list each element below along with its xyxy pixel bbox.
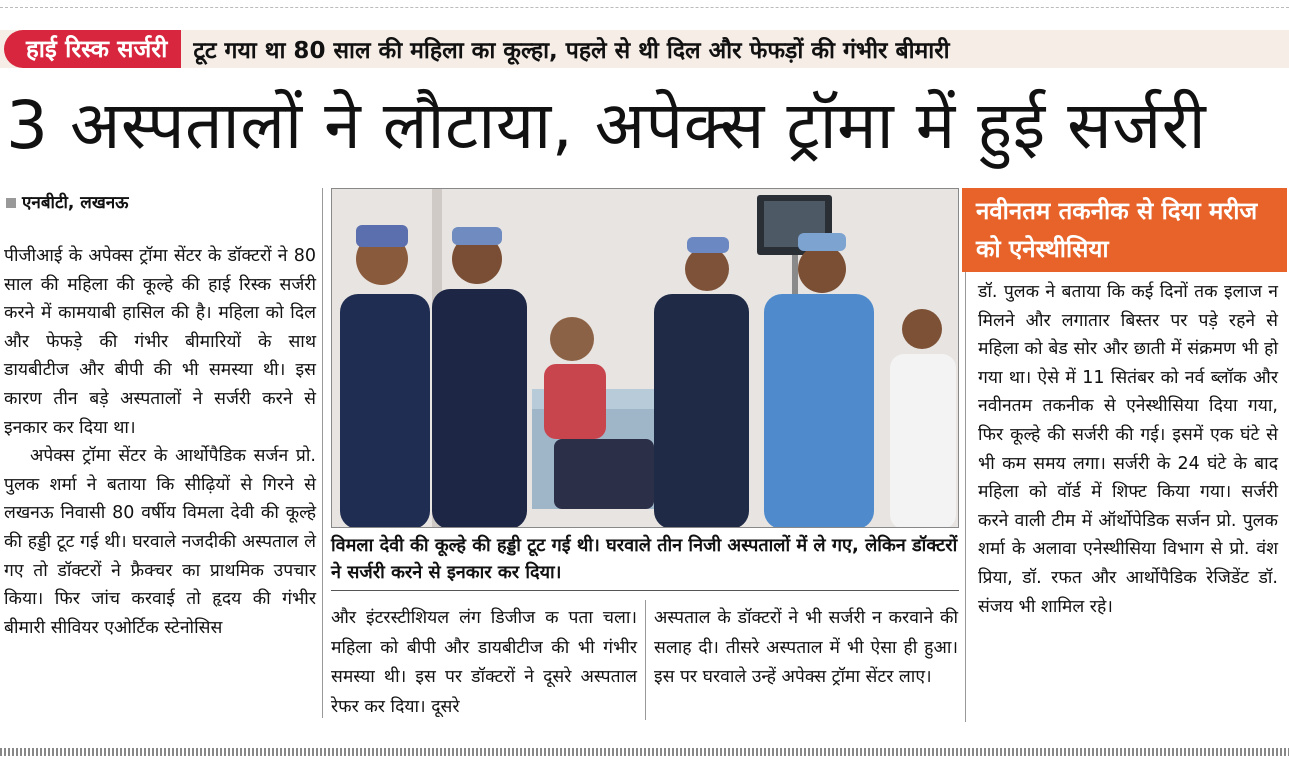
byline [6, 190, 129, 213]
news-photo [331, 188, 959, 528]
column-divider [645, 600, 646, 720]
page-bottom-rule [0, 748, 1289, 756]
photo-illustration [332, 189, 959, 528]
byline-square-icon [6, 198, 16, 208]
paragraph-1: पीजीआई के अपेक्स ट्रॉमा सेंटर के डॉक्टरों ने 80 साल की महिला की कूल्हे की हाई रिस्क सर्जरी करने में कामयाबी हासिल की है। महिला को दिल और फेफड़े की गंभीर बीमारियों के साथ डायबीटीज और बीपी की भी समस्या थी। इस कारण तीन बड़े अस्पतालों ने सर्जरी करने से इनकार कर दिया था। [4, 246, 316, 438]
column-divider [965, 272, 966, 722]
kicker-row [0, 30, 1289, 68]
page-top-strip [0, 0, 1289, 8]
sidebox-body: डॉ. पुलक ने बताया कि कई दिनों तक इलाज न मिलने और लगातार बिस्तर पर पड़े रहने से महिला को बेड सोर और छाती में संक्रमण भी हो गया था। ऐसे में 11 सितंबर को नर्व ब्लॉक और नवीनतम तकनीक से एनेस्थीसिया दिया गया, फिर कूल्हे की सर्जरी की गई। इसमें एक घंटे से भी कम समय लगा। सर्जरी के 24 घंटे के बाद महिला को वॉर्ड में शिफ्ट किया गया। सर्जरी करने वाली टीम में ऑर्थोपेडिक सर्जन प्रो. पुलक शर्मा के अलावा एनेस्थीसिया विभाग से प्रो. वंश प्रिया, डॉ. रफत और आर्थोपैडिक रेजिडेंट डॉ. संजय भी शामिल रहे। [978, 282, 1278, 617]
article-column-2: और इंटरस्टीशियल लंग डिजीज क पता चला। महिला को बीपी और डायबीटीज की भी गंभीर समस्या थी। इस पर डॉक्टरों ने दूसरे अस्पताल रेफर कर दिया। दूसरे [331, 608, 637, 717]
article-column-3: अस्पताल के डॉक्टरों ने भी सर्जरी न करवाने की सलाह दी। तीसरे अस्पताल में भी ऐसा ही हुआ। इस पर घरवाले उन्हें अपेक्स ट्रॉमा सेंटर लाए। [654, 608, 958, 687]
caption-divider [331, 590, 959, 591]
headline: 3 अस्पतालों ने लौटाया, अपेक्स ट्रॉमा में हुई सर्जरी [6, 87, 1207, 164]
article-column-1 [4, 242, 316, 642]
byline-text: एनबीटी, लखनऊ [22, 193, 129, 213]
kicker-badge: हाई रिस्क सर्जरी [4, 30, 181, 68]
paragraph-2: अपेक्स ट्रॉमा सेंटर के आर्थोपैडिक सर्जन प्रो. पुलक शर्मा ने बताया कि सीढ़ियों से गिरने से लखनऊ निवासी 80 वर्षीय विमला देवी की कूल्हे की हड्डी टूट गई थी। घरवाले नजदीकी अस्पताल ले गए तो डॉक्टरों ने फ्रैक्चर का प्राथमिक उपचार किया। फिर जांच करवाई तो हृदय की गंभीर बीमारी सीवियर एओर्टिक स्टेनोसिस [4, 446, 316, 638]
photo-caption: विमला देवी की कूल्हे की हड्डी टूट गई थी। घरवाले तीन निजी अस्पतालों में ले गए, लेकिन डॉक्टरों ने सर्जरी करने से इनकार कर दिया। [331, 535, 958, 583]
sidebox-title: नवीनतम तकनीक से दिया मरीज को एनेस्थीसिया [962, 188, 1287, 272]
column-divider [322, 188, 323, 718]
kicker-text: टूट गया था 80 साल की महिला का कूल्हा, पहले से थी दिल और फेफड़ों की गंभीर बीमारी [193, 38, 950, 64]
